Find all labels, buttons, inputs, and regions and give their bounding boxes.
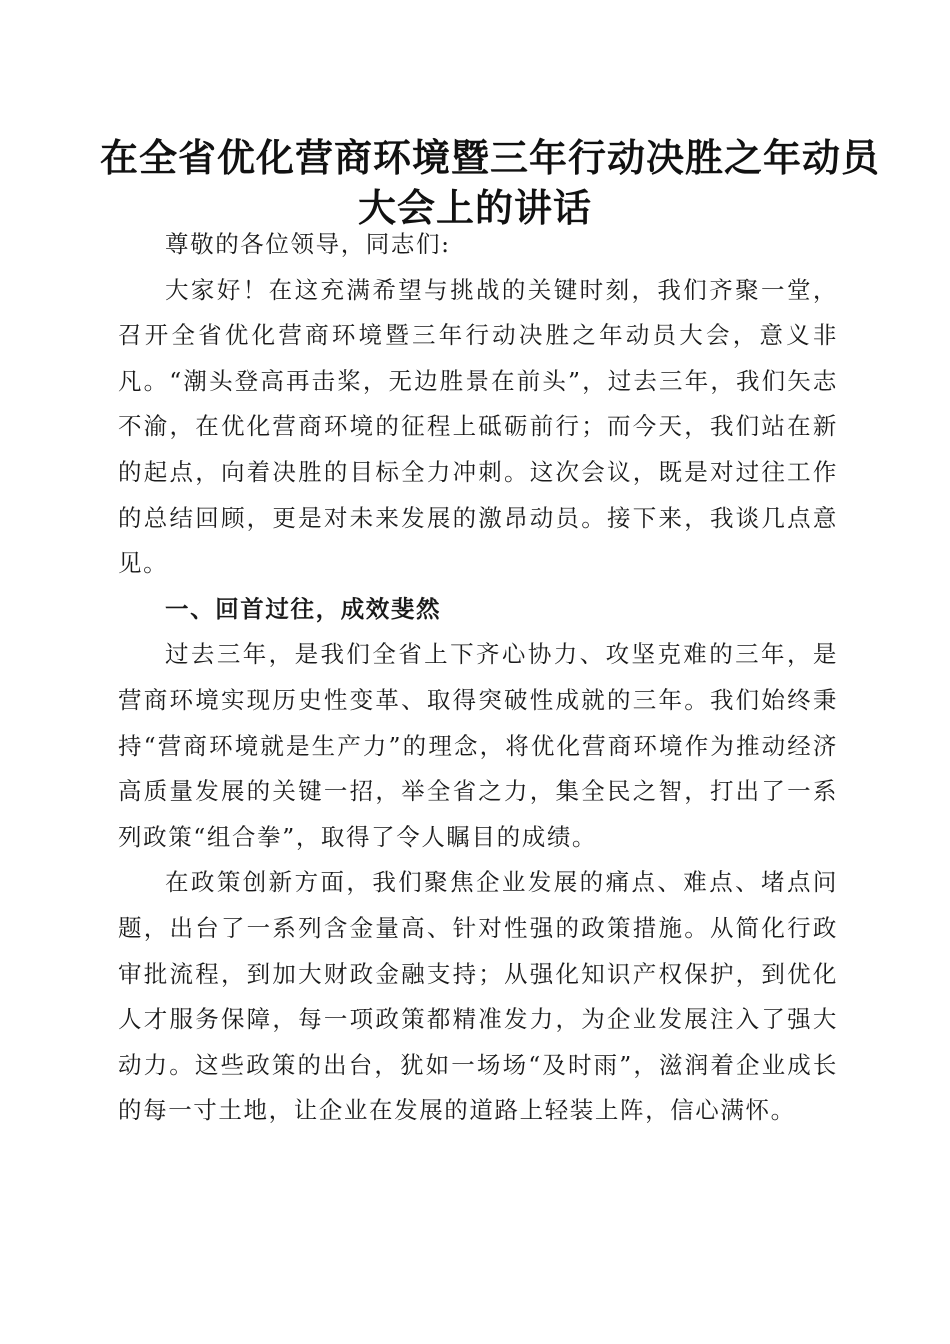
paragraph-policy-innovation: 在政策创新方面，我们聚焦企业发展的痛点、难点、堵点问题，出台了一系列含金量高、针对性强的政策措施。从简化行政审批流程，到加大财政金融支持；从强化知识产权保护，到优化人才服务保障，每一项政策都精准发力，为企业发展注入了强大动力。这些政策的出台，犹如一场场“及时雨”，滋润着企业成长的每一寸土地，让企业在发展的道路上轻装上阵，信心满怀。 bbox=[118, 868, 838, 1125]
document-body bbox=[118, 222, 838, 1134]
paragraph-opening: 大家好！在这充满希望与挑战的关键时刻，我们齐聚一堂，召开全省优化营商环境暨三年行动决胜之年动员大会，意义非凡。“潮头登高再击桨，无边胜景在前头”，过去三年，我们矢志不渝，在优化营商环境的征程上砥砺前行；而今天，我们站在新的起点，向着决胜的目标全力冲刺。这次会议，既是对过往工作的总结回顾，更是对未来发展的激昂动员。接下来，我谈几点意见。 bbox=[118, 275, 838, 578]
document-title-line-2: 大会上的讲话 bbox=[357, 185, 592, 230]
paragraph-achievements: 过去三年，是我们全省上下齐心协力、攻坚克难的三年，是营商环境实现历史性变革、取得突破性成就的三年。我们始终秉持“营商环境就是生产力”的理念，将优化营商环境作为推动经济高质量发展的关键一招，举全省之力，集全民之智，打出了一系列政策“组合拳”，取得了令人瞩目的成绩。 bbox=[118, 640, 838, 851]
section-heading-1: 一、回首过往，成效斐然 bbox=[165, 594, 442, 623]
document-title-line-1: 在全省优化营商环境暨三年行动决胜之年动员 bbox=[100, 135, 881, 180]
salutation: 尊敬的各位领导，同志们: bbox=[165, 230, 451, 258]
